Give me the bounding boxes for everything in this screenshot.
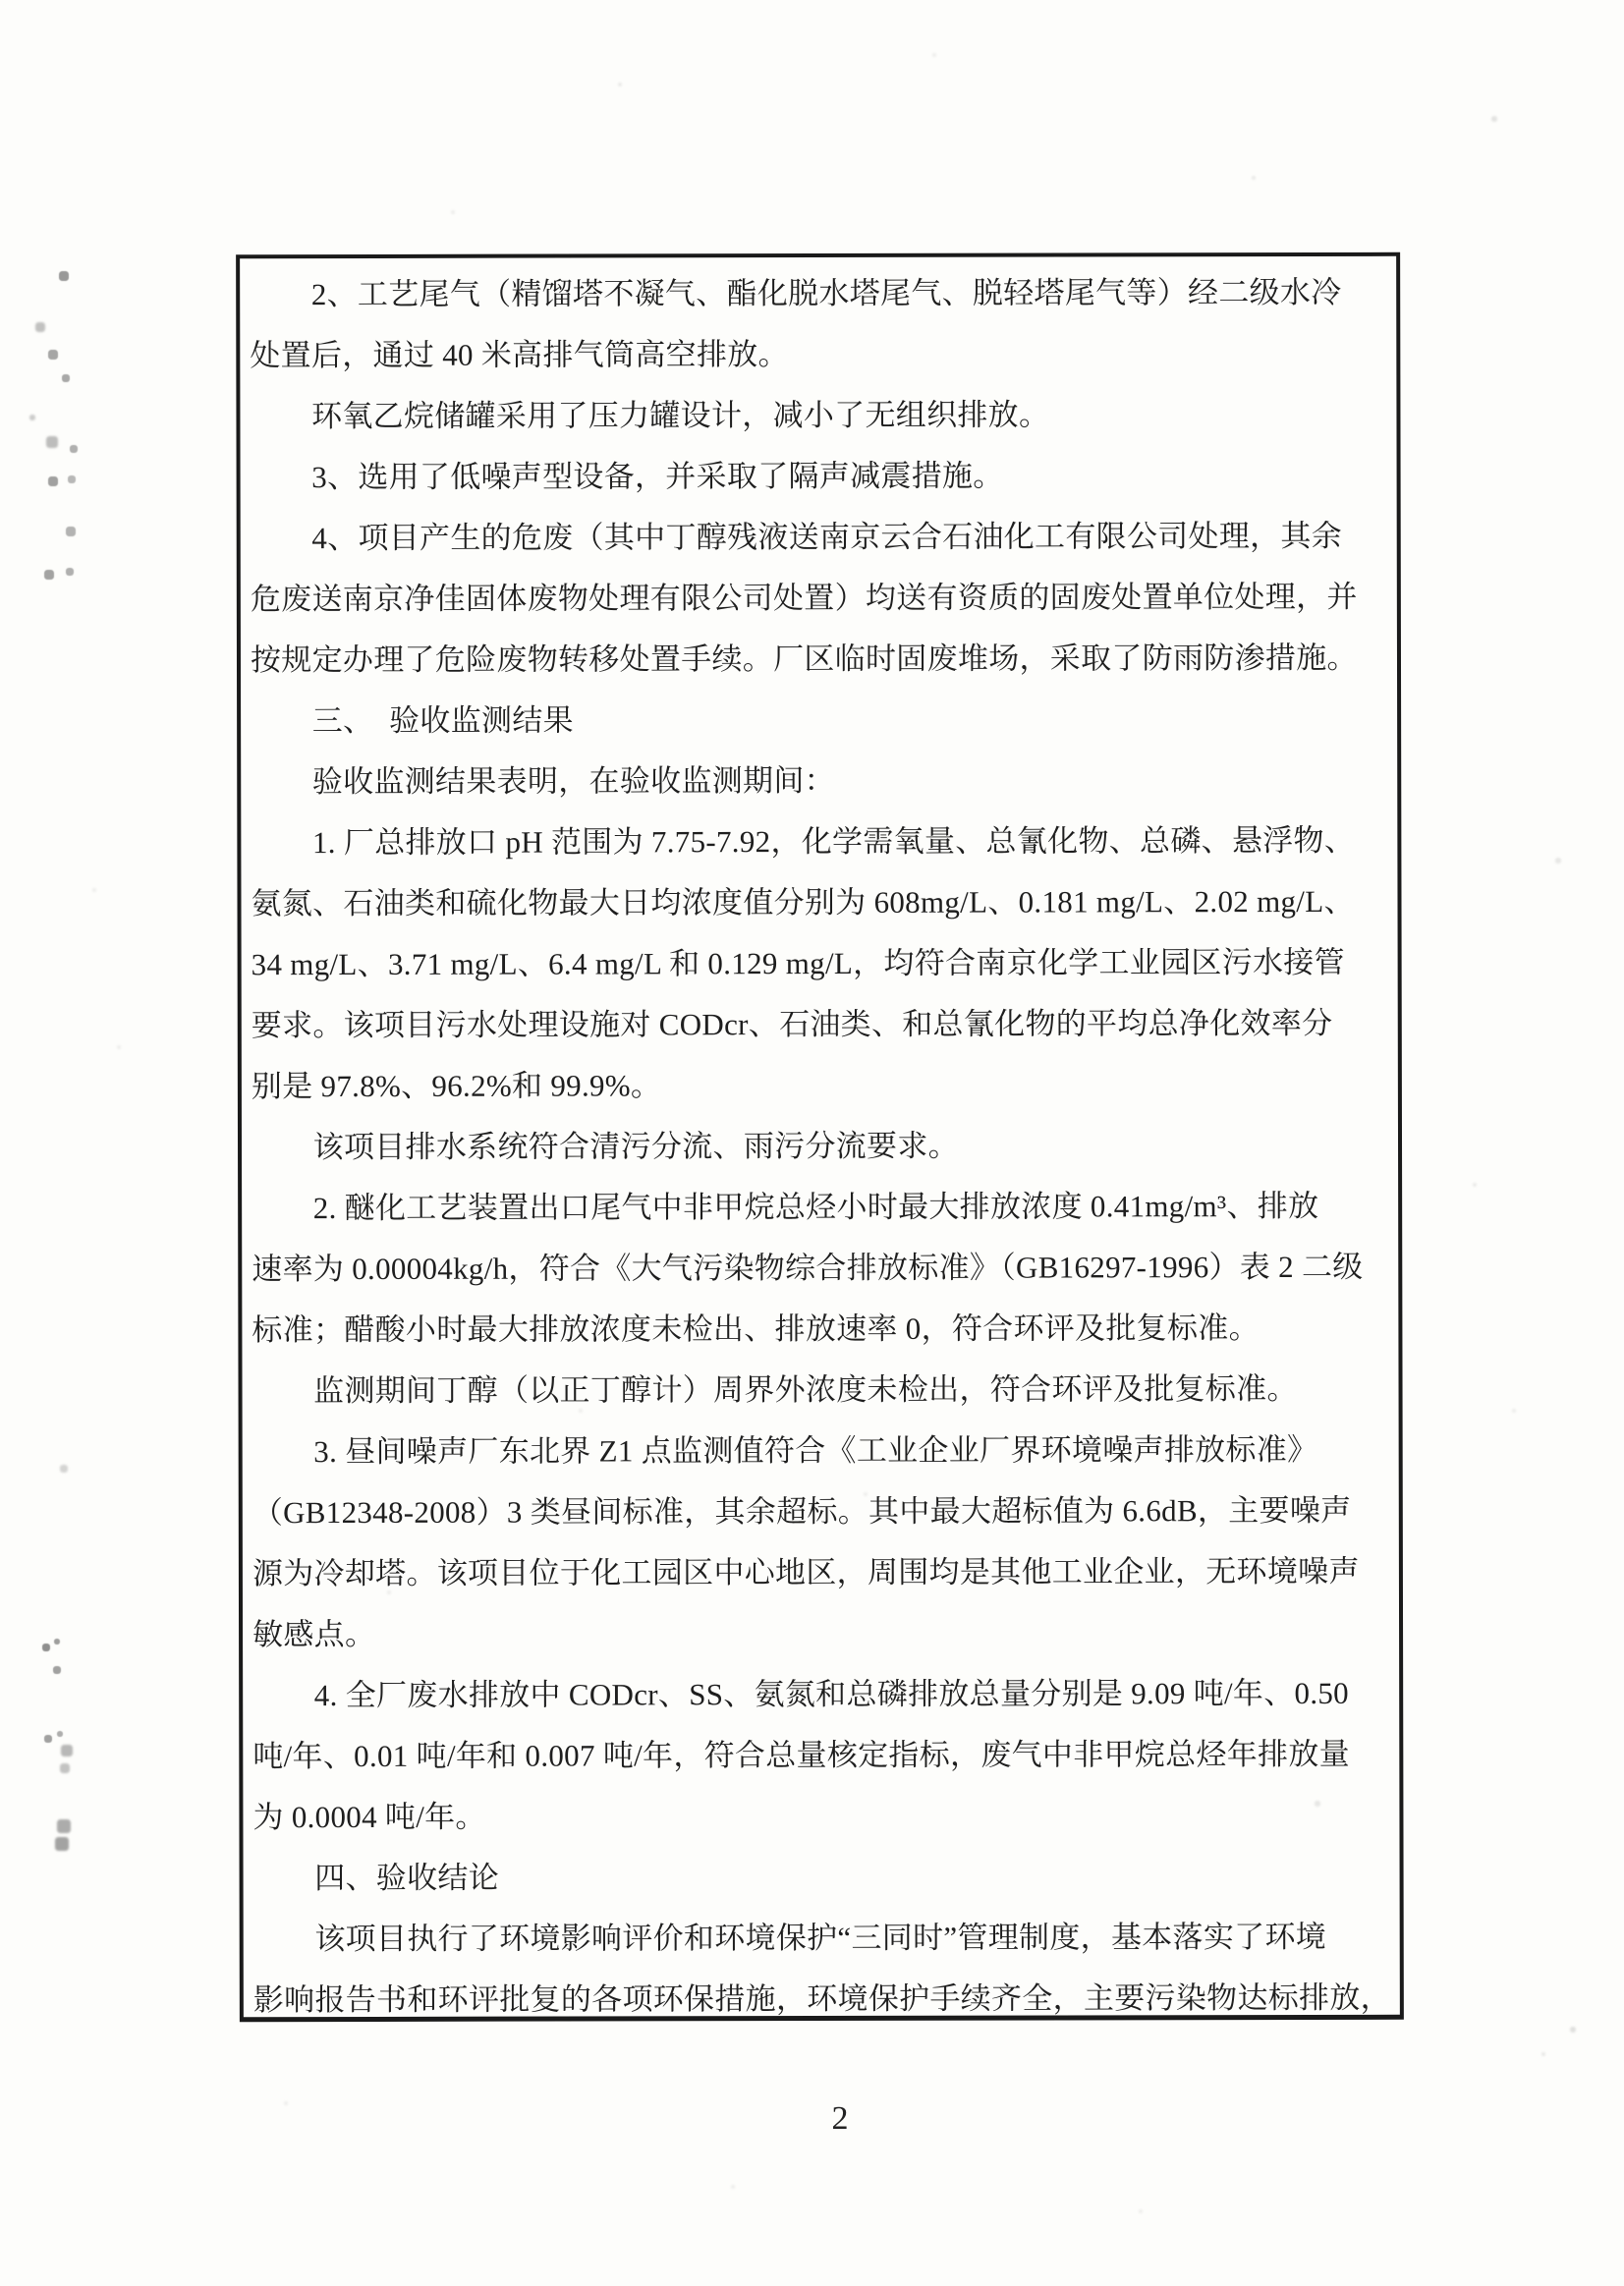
text-line: 3. 昼间噪声厂东北界 Z1 点监测值符合《工业企业厂界环境噪声排放标准》	[252, 1431, 1318, 1470]
document-body-text	[240, 256, 1400, 2031]
text-line: 氨氮、石油类和硫化物最大日均浓度值分别为 608mg/L、0.181 mg/L、2.02 mg/L、	[251, 883, 1355, 921]
text-line: （GB12348-2008）3 类昼间标准，其余超标。其中最大超标值为 6.6dB，主要噪声	[252, 1492, 1352, 1531]
text-line: 标准；醋酸小时最大排放浓度未检出、排放速率 0，符合环评及批复标准。	[252, 1310, 1260, 1348]
text-line: 验收监测结果表明，在验收监测期间：	[251, 762, 835, 800]
ink-smudges	[0, 0, 2, 2]
text-line: 吨/年、0.01 吨/年和 0.007 吨/年，符合总量核定指标，废气中非甲烷总烃年排放量	[252, 1736, 1350, 1774]
text-line: 2. 醚化工艺装置出口尾气中非甲烷总烃小时最大排放浓度 0.41mg/m³、排放	[252, 1188, 1319, 1226]
page-number: 2	[831, 2100, 849, 2137]
text-line: 速率为 0.00004kg/h，符合《大气污染物综合排放标准》（GB16297-1996）表 2 二级	[252, 1249, 1364, 1287]
text-line: 环氧乙烷储罐采用了压力罐设计，减小了无组织排放。	[250, 397, 1050, 434]
text-line: 34 mg/L、3.71 mg/L、6.4 mg/L 和 0.129 mg/L，均符合南京化学工业园区污水接管	[251, 944, 1345, 982]
text-line: 要求。该项目污水处理设施对 CODcr、石油类、和总氰化物的平均总净化效率分	[251, 1005, 1333, 1043]
text-line: 1. 厂总排放口 pH 范围为 7.75-7.92，化学需氧量、总氰化物、总磷、悬浮物、	[251, 822, 1356, 861]
text-line: 按规定办理了危险废物转移处置手续。厂区临时固废堆场，采取了防雨防渗措施。	[250, 640, 1358, 678]
text-line: 源为冷却塔。该项目位于化工园区中心地区，周围均是其他工业企业，无环境噪声	[252, 1553, 1360, 1591]
text-line: 敏感点。	[252, 1616, 376, 1652]
text-line: 处置后，通过 40 米高排气筒高空排放。	[250, 337, 789, 373]
text-line: 3、选用了低噪声型设备，并采取了隔声减震措施。	[250, 458, 1004, 495]
text-line: 4. 全厂废水排放中 CODcr、SS、氨氮和总磷排放总量分别是 9.09 吨/年、0.50	[252, 1675, 1350, 1713]
text-line: 2、工艺尾气（精馏塔不凝气、酯化脱水塔尾气、脱轻塔尾气等）经二级水冷	[250, 274, 1342, 312]
content-frame	[236, 252, 1404, 2022]
text-line: 监测期间丁醇（以正丁醇计）周界外浓度未检出，符合环评及批复标准。	[252, 1370, 1298, 1409]
text-line: 危废送南京净佳固体废物处理有限公司处置）均送有资质的固废处置单位处理，并	[250, 579, 1358, 617]
text-line: 为 0.0004 吨/年。	[252, 1799, 486, 1835]
text-line: 影响报告书和环评批复的各项环保措施，环境保护手续齐全，主要污染物达标排放，	[252, 1979, 1391, 2018]
text-line: 4、项目产生的危废（其中丁醇残液送南京云合石油化工有限公司处理，其余	[250, 518, 1343, 556]
text-line: 四、验收结论	[252, 1860, 500, 1896]
text-line: 该项目排水系统符合清污分流、雨污分流要求。	[251, 1128, 959, 1165]
text-line: 该项目执行了环境影响评价和环境保护“三同时”管理制度，基本落实了环境	[252, 1919, 1327, 1957]
text-line: 别是 97.8%、96.2%和 99.9%。	[251, 1068, 662, 1104]
text-line: 三、 验收监测结果	[251, 702, 574, 739]
